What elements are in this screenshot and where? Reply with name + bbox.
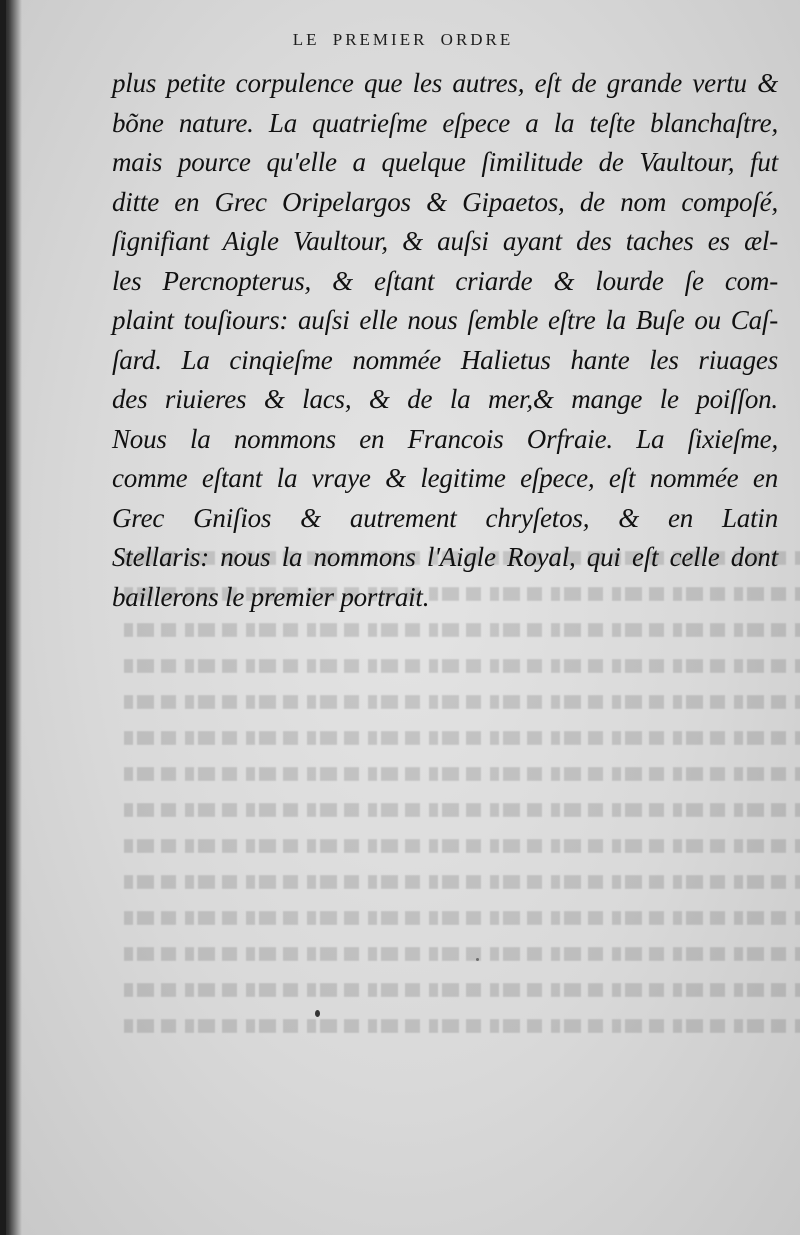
book-page [6,0,800,1235]
text-line: Nous la nommons en Francois Orfraie. La ſixieſme, [112,423,778,454]
body-text [112,64,778,617]
page-gutter-shadow [6,0,22,1235]
ink-speck [315,1010,320,1017]
text-line: ſignifiant Aigle Vaultour, & auſsi ayant des taches es æl- [112,226,778,256]
text-line: mais pource qu'elle a quelque ſimilitude de Vaultour, fut [112,147,778,177]
text-line: Grec Gniſios & autrement chryſetos, & en Latin [112,502,778,533]
text-line: comme eſtant la vraye & legitime eſpece, eſt nommée en [112,463,778,493]
reverse-side-show-through [124,540,800,1180]
ink-speck [476,958,479,961]
text-line: plus petite corpulence que les autres, eſt de grande vertu & [112,68,778,98]
running-head: LE PREMIER ORDRE [292,30,514,49]
text-line: ditte en Grec Oripelargos & Gipaetos, de nom compoſé, [112,186,778,217]
text-line: des riuieres & lacs, & de la mer,& mange le poiſſon. [112,384,778,414]
text-line-last: baillerons le premier portrait. [112,581,430,612]
text-line: bõne nature. La quatrieſme eſpece a la teſte blanchaſtre, [112,107,778,138]
text-line: Stellaris: nous la nommons l'Aigle Royal, qui eſt celle dont [112,542,778,572]
text-line: plaint touſiours: auſsi elle nous ſemble eſtre la Buſe ou Caſ- [112,305,778,335]
text-line: les Percnopterus, & eſtant criarde & lourde ſe com- [112,265,778,296]
text-line: ſard. La cinqieſme nommée Halietus hante les riuages [112,344,778,375]
